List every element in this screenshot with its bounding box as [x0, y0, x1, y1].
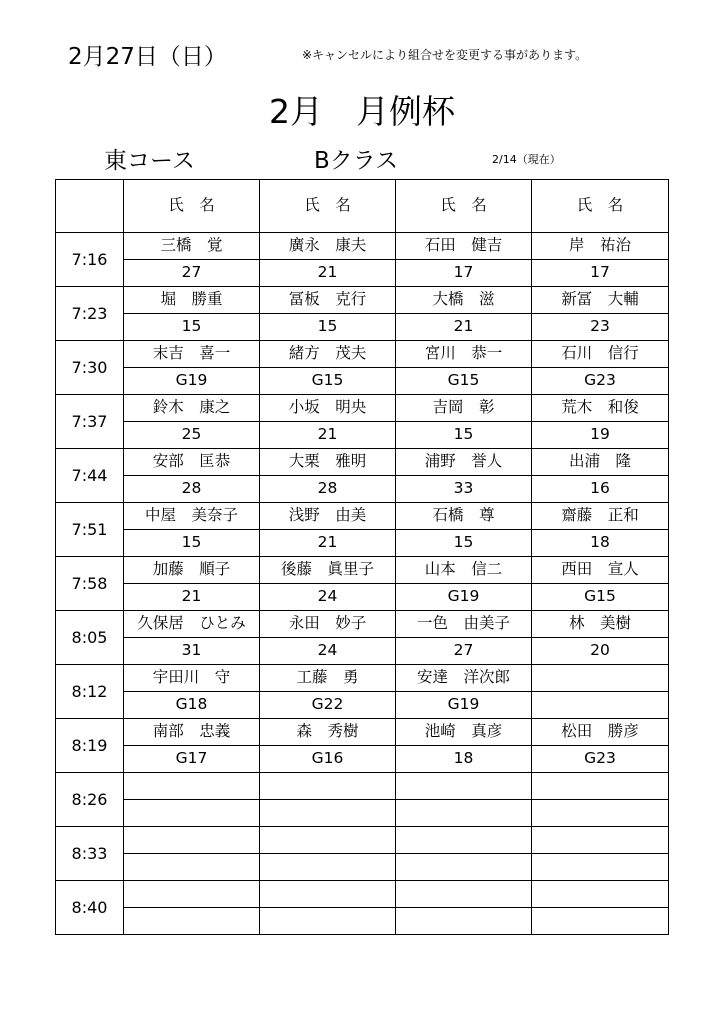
class-label: Bクラス: [314, 148, 399, 174]
player-value-row: [56, 422, 669, 449]
player-name: 石田 健吉: [396, 233, 532, 260]
player-handicap: G15: [260, 368, 396, 395]
player-name: 一色 由美子: [396, 611, 532, 638]
player-value-row: [56, 638, 669, 665]
player-name: 冨板 克行: [260, 287, 396, 314]
player-handicap: G19: [396, 584, 532, 611]
player-name: 石川 信行: [532, 341, 669, 368]
player-name-row: [56, 449, 669, 476]
player-name: [532, 827, 669, 854]
player-name: 永田 妙子: [260, 611, 396, 638]
table-header-row: [56, 180, 669, 233]
player-name: 小坂 明央: [260, 395, 396, 422]
player-name: 岸 祐治: [532, 233, 669, 260]
player-handicap: [260, 854, 396, 881]
player-handicap: 21: [260, 260, 396, 287]
player-name: 林 美樹: [532, 611, 669, 638]
player-name: [124, 827, 260, 854]
player-handicap: G22: [260, 692, 396, 719]
player-name: 浦野 誉人: [396, 449, 532, 476]
player-name: [260, 881, 396, 908]
event-date: 2月27日（日）: [68, 44, 227, 70]
player-handicap: 17: [396, 260, 532, 287]
player-name: [260, 827, 396, 854]
player-name: 三橋 覚: [124, 233, 260, 260]
page-title: 2月 月例杯: [269, 92, 455, 131]
player-handicap: 23: [532, 314, 669, 341]
player-name: 浅野 由美: [260, 503, 396, 530]
player-name: 南部 忠義: [124, 719, 260, 746]
player-handicap: 16: [532, 476, 669, 503]
player-name: 荒木 和俊: [532, 395, 669, 422]
player-name-row: [56, 557, 669, 584]
player-handicap: [124, 854, 260, 881]
player-handicap: G17: [124, 746, 260, 773]
player-name: 森 秀樹: [260, 719, 396, 746]
player-name: 鈴木 康之: [124, 395, 260, 422]
player-name-row: [56, 341, 669, 368]
tee-time: 7:44: [56, 449, 124, 503]
player-name: [124, 881, 260, 908]
player-handicap: 19: [532, 422, 669, 449]
tee-time: 8:19: [56, 719, 124, 773]
name-header-cell: 氏 名: [124, 180, 260, 233]
player-value-row: [56, 530, 669, 557]
player-name: [396, 881, 532, 908]
player-handicap: G19: [396, 692, 532, 719]
player-name: 西田 宣人: [532, 557, 669, 584]
name-header-cell: 氏 名: [260, 180, 396, 233]
player-name: 池崎 真彦: [396, 719, 532, 746]
player-handicap: 15: [124, 314, 260, 341]
player-name: 後藤 眞里子: [260, 557, 396, 584]
player-handicap: 17: [532, 260, 669, 287]
player-handicap: 33: [396, 476, 532, 503]
player-name-row: [56, 773, 669, 800]
player-handicap: 21: [260, 530, 396, 557]
cancellation-notice: ※キャンセルにより組合せを変更する事があります。: [302, 48, 588, 62]
player-name: 工藤 勇: [260, 665, 396, 692]
player-value-row: [56, 908, 669, 935]
player-name: 安部 匡恭: [124, 449, 260, 476]
player-name: [124, 773, 260, 800]
tee-time: 7:58: [56, 557, 124, 611]
player-handicap: [532, 692, 669, 719]
player-handicap: 15: [260, 314, 396, 341]
name-header-cell: 氏 名: [532, 180, 669, 233]
pairing-table: [55, 179, 669, 935]
player-name-row: [56, 881, 669, 908]
player-value-row: [56, 314, 669, 341]
player-name: 久保居 ひとみ: [124, 611, 260, 638]
player-handicap: G23: [532, 368, 669, 395]
player-name: 末吉 喜一: [124, 341, 260, 368]
tee-time: 8:05: [56, 611, 124, 665]
player-name: 齋藤 正和: [532, 503, 669, 530]
player-handicap: 15: [396, 530, 532, 557]
player-handicap: G15: [396, 368, 532, 395]
player-handicap: [396, 800, 532, 827]
player-value-row: [56, 260, 669, 287]
player-name: 緒方 茂夫: [260, 341, 396, 368]
player-name: [532, 665, 669, 692]
time-header-cell: [56, 180, 124, 233]
player-name: 中屋 美奈子: [124, 503, 260, 530]
tee-time: 7:30: [56, 341, 124, 395]
player-name: [260, 773, 396, 800]
player-name: [532, 881, 669, 908]
player-handicap: [396, 908, 532, 935]
player-handicap: 24: [260, 584, 396, 611]
player-handicap: G16: [260, 746, 396, 773]
player-name: 宮川 恭一: [396, 341, 532, 368]
player-handicap: 20: [532, 638, 669, 665]
tee-time: 8:33: [56, 827, 124, 881]
player-handicap: 31: [124, 638, 260, 665]
player-handicap: 28: [124, 476, 260, 503]
player-handicap: 18: [532, 530, 669, 557]
player-name-row: [56, 827, 669, 854]
player-name: 松田 勝彦: [532, 719, 669, 746]
player-name: 石橋 尊: [396, 503, 532, 530]
player-name: 安達 洋次郎: [396, 665, 532, 692]
player-name: [396, 773, 532, 800]
tee-time: 7:51: [56, 503, 124, 557]
player-value-row: [56, 800, 669, 827]
player-handicap: [260, 800, 396, 827]
player-name-row: [56, 719, 669, 746]
player-name: 山本 信二: [396, 557, 532, 584]
tee-time: 7:16: [56, 233, 124, 287]
player-name-row: [56, 233, 669, 260]
course-label: 東コース: [104, 148, 195, 174]
player-handicap: [396, 854, 532, 881]
player-handicap: 27: [396, 638, 532, 665]
player-value-row: [56, 854, 669, 881]
player-handicap: 27: [124, 260, 260, 287]
player-handicap: 21: [396, 314, 532, 341]
player-handicap: [124, 800, 260, 827]
player-handicap: [532, 854, 669, 881]
name-header-cell: 氏 名: [396, 180, 532, 233]
tee-time: 8:40: [56, 881, 124, 935]
player-value-row: [56, 584, 669, 611]
player-name: 宇田川 守: [124, 665, 260, 692]
player-handicap: [532, 800, 669, 827]
player-name: 吉岡 彰: [396, 395, 532, 422]
player-name: 加藤 順子: [124, 557, 260, 584]
player-handicap: G15: [532, 584, 669, 611]
player-name: 大橋 滋: [396, 287, 532, 314]
player-handicap: 18: [396, 746, 532, 773]
player-handicap: 28: [260, 476, 396, 503]
player-handicap: G19: [124, 368, 260, 395]
player-name: 新冨 大輔: [532, 287, 669, 314]
player-name: 大栗 雅明: [260, 449, 396, 476]
as-of-date: 2/14（現在）: [492, 153, 561, 166]
player-handicap: 15: [396, 422, 532, 449]
player-value-row: [56, 692, 669, 719]
player-name-row: [56, 395, 669, 422]
player-name: [532, 773, 669, 800]
player-handicap: [260, 908, 396, 935]
player-name: 廣永 康夫: [260, 233, 396, 260]
player-value-row: [56, 368, 669, 395]
tee-time: 7:37: [56, 395, 124, 449]
player-name-row: [56, 503, 669, 530]
player-handicap: [532, 908, 669, 935]
player-name: 出浦 隆: [532, 449, 669, 476]
player-handicap: 24: [260, 638, 396, 665]
tee-time: 8:12: [56, 665, 124, 719]
player-name: [396, 827, 532, 854]
player-handicap: 21: [124, 584, 260, 611]
player-name-row: [56, 611, 669, 638]
tee-time: 7:23: [56, 287, 124, 341]
player-name: 堀 勝重: [124, 287, 260, 314]
player-handicap: 15: [124, 530, 260, 557]
player-handicap: 21: [260, 422, 396, 449]
player-value-row: [56, 476, 669, 503]
player-handicap: G23: [532, 746, 669, 773]
player-name-row: [56, 287, 669, 314]
player-handicap: G18: [124, 692, 260, 719]
player-handicap: [124, 908, 260, 935]
player-value-row: [56, 746, 669, 773]
player-handicap: 25: [124, 422, 260, 449]
player-name-row: [56, 665, 669, 692]
tee-time: 8:26: [56, 773, 124, 827]
